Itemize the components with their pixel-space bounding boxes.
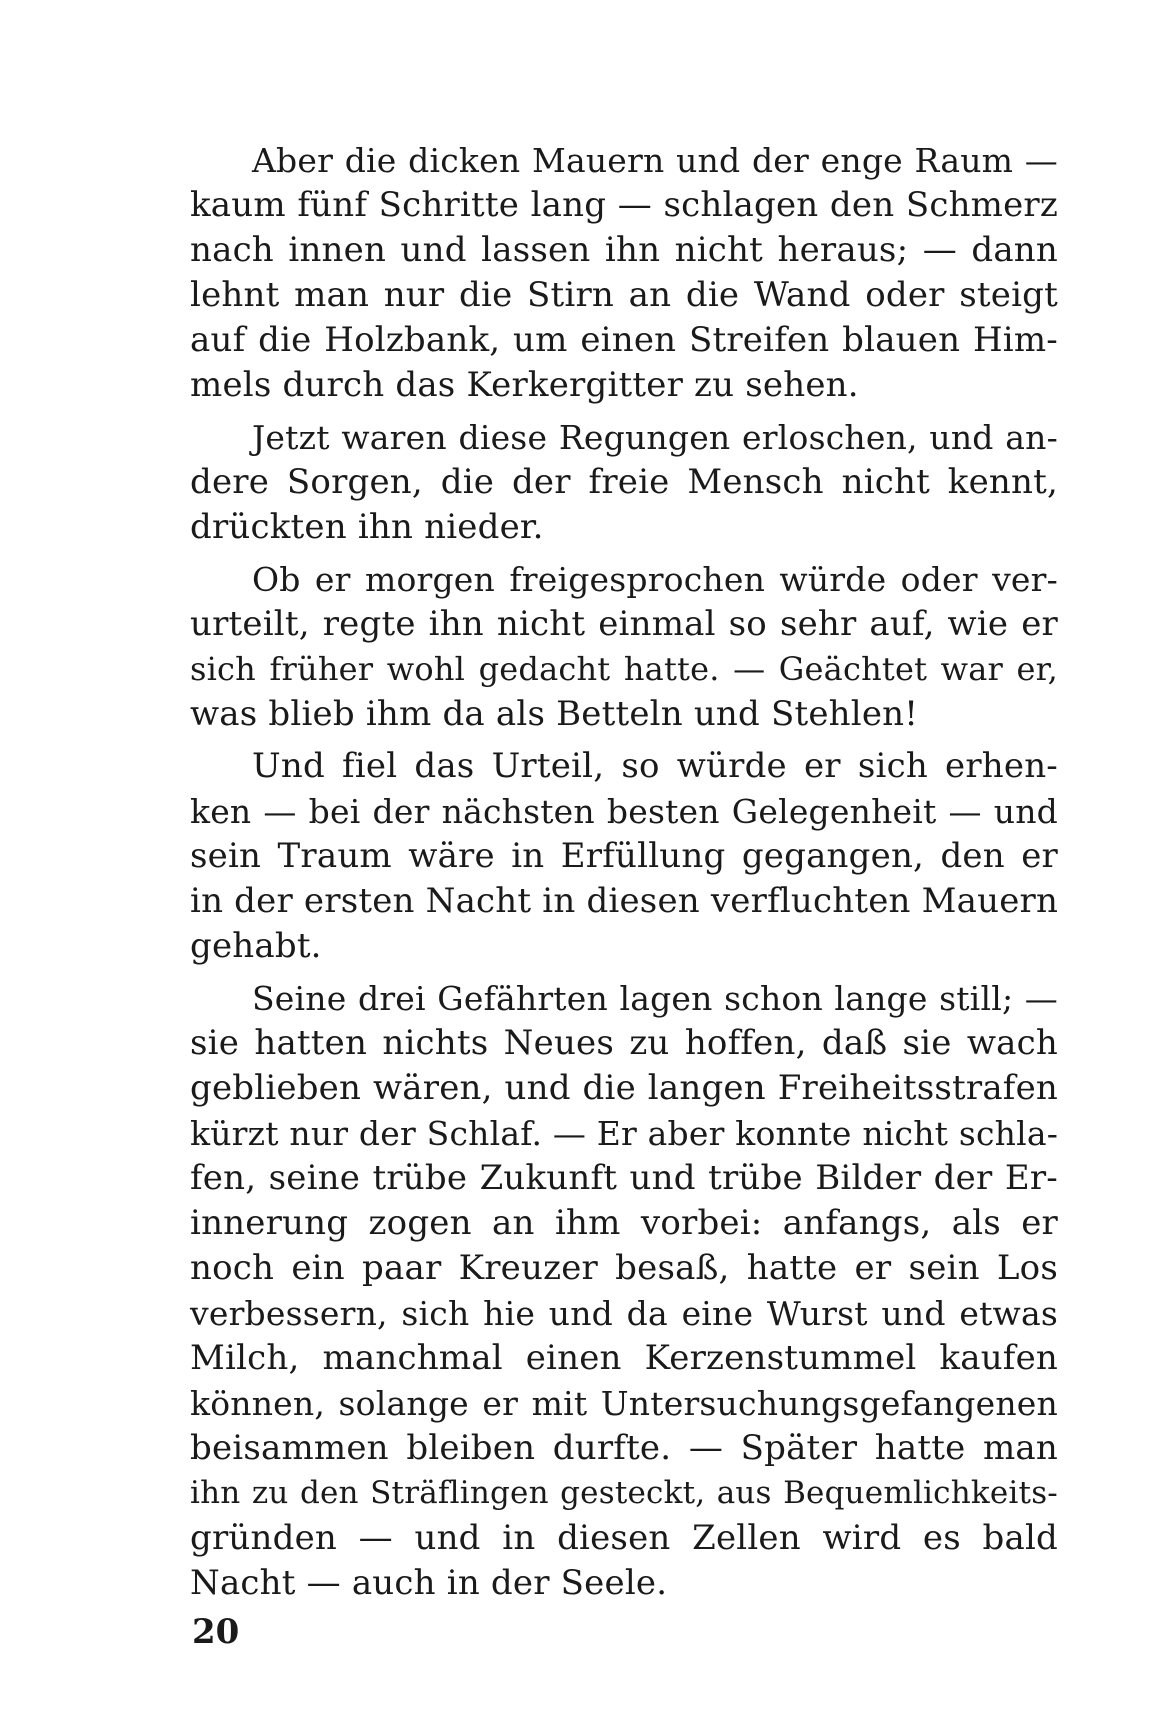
text-line: gehabt.	[190, 926, 322, 966]
text-line: nach innen und lassen ihn nicht heraus; — dann	[190, 230, 1058, 270]
text-line: verbessern, sich hie und da eine Wurst und etwas	[190, 1294, 1058, 1333]
text-line: Jetzt waren diese Regungen erloschen, und an-	[252, 418, 1058, 457]
text-line: Ob er morgen freigesprochen würde oder ver-	[252, 560, 1058, 599]
text-line: sein Traum wäre in Erfüllung gegangen, den er	[190, 836, 1058, 876]
text-line: Milch, manchmal einen Kerzenstummel kaufen	[190, 1338, 1058, 1378]
text-line: in der ersten Nacht in diesen verfluchten Mauern	[190, 881, 1059, 921]
text-line: kürzt nur der Schlaf. — Er aber konnte nicht schla-	[190, 1114, 1059, 1153]
text-line: Und fiel das Urteil, so würde er sich erhen-	[252, 746, 1058, 786]
text-line: fen, seine trübe Zukunft und trübe Bilder der Er-	[190, 1158, 1058, 1198]
paragraph	[190, 138, 1058, 408]
text-line: noch ein paar Kreuzer besaß, hatte er sein Los	[190, 1248, 1058, 1288]
paragraph	[190, 557, 1058, 737]
text-line: geblieben wären, und die langen Freiheitsstrafen	[190, 1068, 1058, 1108]
text-line: ihn zu den Sträflingen gesteckt, aus Bequemlichkeits-	[190, 1475, 1058, 1511]
text-line: beisammen bleiben durfte. — Später hatte man	[190, 1428, 1058, 1468]
text-line: innerung zogen an ihm vorbei: anfangs, als er	[190, 1203, 1058, 1243]
paragraph	[190, 415, 1058, 550]
text-line: sie hatten nichts Neues zu hoffen, daß sie wach	[190, 1023, 1058, 1063]
text-line: Nacht — auch in der Seele.	[190, 1563, 668, 1603]
text-line: sich früher wohl gedacht hatte. — Geächtet war er,	[190, 650, 1058, 688]
text-line: gründen — und in diesen Zellen wird es bald	[190, 1518, 1058, 1558]
text-line: dere Sorgen, die der freie Mensch nicht kennt,	[190, 462, 1058, 502]
paragraph	[190, 976, 1058, 1606]
text-line: Aber die dicken Mauern und der enge Raum —	[252, 141, 1058, 180]
text-line: was blieb ihm da als Betteln und Stehlen!	[190, 694, 919, 734]
text-line: Seine drei Gefährten lagen schon lange still; —	[252, 979, 1058, 1018]
paragraph	[190, 744, 1058, 969]
text-line: kaum fünf Schritte lang — schlagen den Schmerz	[190, 185, 1058, 225]
text-line: urteilt, regte ihn nicht einmal so sehr auf, wie er	[190, 604, 1058, 644]
text-line: lehnt man nur die Stirn an die Wand oder steigt	[190, 275, 1058, 315]
page-body	[190, 138, 1058, 1606]
text-line: auf die Holzbank, um einen Streifen blauen Him-	[190, 320, 1058, 360]
page-number: 20	[192, 1612, 240, 1652]
text-line: können, solange er mit Untersuchungsgefangenen	[190, 1384, 1058, 1423]
text-line: drückten ihn nieder.	[190, 507, 544, 547]
text-line: mels durch das Kerkergitter zu sehen.	[190, 365, 859, 405]
text-line: ken — bei der nächsten besten Gelegenheit — und	[190, 792, 1058, 831]
